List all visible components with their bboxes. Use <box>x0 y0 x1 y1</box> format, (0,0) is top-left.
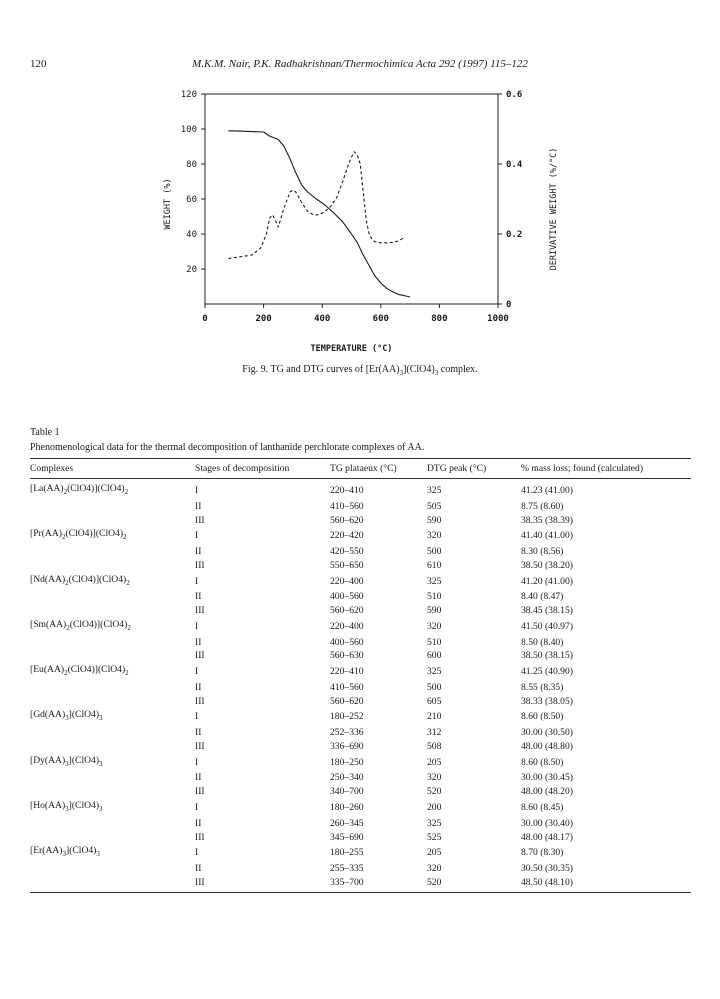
page-header <box>30 58 690 74</box>
cell-complex: $[La(AA)_2(ClO4)](ClO4)_2$ <box>30 483 129 496</box>
cell-mass-loss: 48.00 (48.80) <box>521 740 573 752</box>
cell-complex <box>30 514 195 528</box>
cell-complex <box>30 681 195 695</box>
cell-stage: III <box>195 786 205 798</box>
table-row <box>30 708 691 726</box>
cell-stage: II <box>195 863 202 875</box>
y-left-tick-label: 80 <box>186 160 197 170</box>
cell-complex: $[Dy(AA)_3](ClO4)_3$ <box>30 754 103 768</box>
cell-stage: II <box>195 500 202 512</box>
cell-mass-loss: 30.50 (30.35) <box>521 863 573 875</box>
tg-dtg-chart <box>150 82 580 362</box>
cell-mass-loss: 8.60 (8.50) <box>521 756 564 768</box>
cell-complex <box>30 590 195 604</box>
figure-caption-text: Fig. 9. TG and DTG curves of $[Er(AA)_3](ClO4)_3$ complex. <box>242 364 478 377</box>
table-row <box>30 527 691 545</box>
cell-tg-plateaux: 410–560 <box>330 681 364 693</box>
table-body <box>30 479 691 893</box>
cell-tg-plateaux: 250–340 <box>330 772 364 784</box>
y-right-tick-label: 0.6 <box>506 90 523 100</box>
table-row <box>30 545 691 559</box>
cell-mass-loss: 48.00 (48.20) <box>521 786 573 798</box>
decomposition-table <box>30 458 691 893</box>
cell-dtg-peak: 590 <box>427 605 442 617</box>
cell-tg-plateaux: 180–255 <box>330 847 364 859</box>
cell-mass-loss: 8.50 (8.40) <box>521 636 564 648</box>
col-header-complexes: Complexes <box>30 459 195 479</box>
dtg-curve <box>228 152 404 259</box>
table-row <box>30 876 691 892</box>
cell-dtg-peak: 610 <box>427 559 442 571</box>
cell-stage: I <box>195 575 199 587</box>
y-left-tick-label: 120 <box>180 90 197 100</box>
cell-stage: III <box>195 559 205 571</box>
cell-stage: III <box>195 695 205 707</box>
page-number: 120 <box>30 58 47 70</box>
table-row <box>30 726 691 740</box>
cell-complex <box>30 545 195 559</box>
y-left-tick-label: 100 <box>180 125 197 135</box>
cell-mass-loss: 41.50 (40.97) <box>521 620 573 632</box>
cell-mass-loss: 41.40 (41.00) <box>521 530 573 542</box>
cell-tg-plateaux: 345–690 <box>330 831 364 843</box>
cell-stage: II <box>195 817 202 829</box>
cell-mass-loss: 41.23 (41.00) <box>521 484 573 496</box>
cell-stage: II <box>195 681 202 693</box>
cell-complex: $[Er(AA)_3](ClO4)_3$ <box>30 845 100 859</box>
cell-complex <box>30 771 195 785</box>
cell-complex <box>30 559 195 573</box>
cell-tg-plateaux: 400–560 <box>330 591 364 603</box>
cell-dtg-peak: 320 <box>427 530 442 542</box>
cell-mass-loss: 38.50 (38.15) <box>521 650 573 662</box>
table-caption: Phenomenological data for the thermal decomposition of lanthanide perchlorate complexes of AA. <box>30 442 425 453</box>
x-tick-label: 600 <box>372 314 389 324</box>
cell-tg-plateaux: 252–336 <box>330 727 364 739</box>
table-row <box>30 740 691 754</box>
cell-stage: III <box>195 650 205 662</box>
cell-mass-loss: 8.75 (8.60) <box>521 500 564 512</box>
cell-complex <box>30 500 195 514</box>
cell-mass-loss: 38.45 (38.15) <box>521 605 573 617</box>
tg-curve <box>228 131 410 297</box>
cell-complex: $[Ho(AA)_3](ClO4)_3$ <box>30 800 103 813</box>
running-title: M.K.M. Nair, P.K. Radhakrishnan/Thermochimica Acta 292 (1997) 115–122 <box>192 58 528 70</box>
table-row <box>30 844 691 862</box>
cell-dtg-peak: 520 <box>427 876 521 892</box>
cell-tg-plateaux: 335–700 <box>330 876 427 892</box>
table-row <box>30 514 691 528</box>
cell-tg-plateaux: 400–560 <box>330 636 364 648</box>
cell-stage: III <box>195 514 205 526</box>
col-header-mass-loss: % mass loss; found (calculated) <box>521 459 691 479</box>
table-row <box>30 799 691 817</box>
table-row <box>30 771 691 785</box>
cell-tg-plateaux: 560–630 <box>330 650 364 662</box>
figure-caption <box>0 364 720 377</box>
cell-complex: $[Eu(AA)_2(ClO4)](ClO4)_2$ <box>30 664 129 678</box>
table-row <box>30 817 691 831</box>
table-row <box>30 590 691 604</box>
cell-mass-loss: 41.25 (40.90) <box>521 666 573 678</box>
cell-stage: I <box>195 620 199 632</box>
x-axis-title: TEMPERATURE (°C) <box>310 344 393 354</box>
cell-stage: I <box>195 802 199 814</box>
table-row <box>30 559 691 573</box>
y-left-tick-label: 60 <box>186 195 197 205</box>
x-tick-label: 400 <box>314 314 331 324</box>
cell-dtg-peak: 325 <box>427 575 442 587</box>
y-left-tick-label: 20 <box>186 265 197 275</box>
table-row <box>30 663 691 681</box>
cell-stage: III <box>195 605 205 617</box>
cell-mass-loss: 8.40 (8.47) <box>521 591 564 603</box>
col-header-dtg-peak: DTG peak (°C) <box>427 459 521 479</box>
cell-dtg-peak: 520 <box>427 786 442 798</box>
cell-tg-plateaux: 550–650 <box>330 559 364 571</box>
cell-tg-plateaux: 255–335 <box>330 863 364 875</box>
cell-complex <box>30 862 195 876</box>
cell-complex: $[Nd(AA)_2(ClO4)](ClO4)_2$ <box>30 573 130 587</box>
cell-mass-loss: 38.33 (38.05) <box>521 695 573 707</box>
cell-complex <box>30 695 195 709</box>
cell-complex <box>30 726 195 740</box>
cell-tg-plateaux: 220–420 <box>330 530 364 542</box>
cell-complex <box>30 785 195 799</box>
cell-tg-plateaux: 410–560 <box>330 500 364 512</box>
cell-tg-plateaux: 180–250 <box>330 756 364 768</box>
cell-dtg-peak: 590 <box>427 514 442 526</box>
cell-mass-loss: 48.00 (48.17) <box>521 831 573 843</box>
cell-dtg-peak: 205 <box>427 756 442 768</box>
cell-mass-loss: 8.70 (8.30) <box>521 847 564 859</box>
cell-dtg-peak: 205 <box>427 847 442 859</box>
cell-complex <box>30 740 195 754</box>
cell-dtg-peak: 500 <box>427 546 442 557</box>
cell-tg-plateaux: 560–620 <box>330 605 364 617</box>
cell-mass-loss: 48.50 (48.10) <box>521 876 691 892</box>
cell-stage: II <box>195 546 202 557</box>
cell-complex: $[Pr(AA)_2(ClO4)](ClO4)_2$ <box>30 528 127 542</box>
y-left-axis-title: WEIGHT (%) <box>163 178 173 230</box>
cell-stage: III <box>195 831 205 843</box>
table-row <box>30 649 691 663</box>
cell-stage: II <box>195 727 202 739</box>
cell-tg-plateaux: 180–260 <box>330 802 364 814</box>
col-header-tg-plateaux: TG plataeux (°C) <box>330 459 427 479</box>
cell-complex <box>30 876 195 892</box>
cell-mass-loss: 38.50 (38.20) <box>521 559 573 571</box>
table-row <box>30 754 691 772</box>
cell-mass-loss: 30.00 (30.50) <box>521 727 573 739</box>
cell-complex <box>30 604 195 618</box>
cell-tg-plateaux: 220–410 <box>330 484 364 496</box>
cell-stage: II <box>195 591 202 603</box>
cell-tg-plateaux: 336–690 <box>330 740 364 752</box>
cell-dtg-peak: 312 <box>427 727 442 739</box>
cell-tg-plateaux: 180–252 <box>330 711 364 723</box>
cell-stage: II <box>195 636 202 648</box>
cell-tg-plateaux: 560–620 <box>330 514 364 526</box>
cell-complex <box>30 649 195 663</box>
cell-dtg-peak: 500 <box>427 681 442 693</box>
y-right-tick-label: 0.4 <box>506 160 523 170</box>
x-tick-label: 200 <box>255 314 272 324</box>
cell-dtg-peak: 505 <box>427 500 442 512</box>
cell-stage: I <box>195 847 199 859</box>
table-row <box>30 604 691 618</box>
cell-stage: III <box>195 876 330 892</box>
cell-dtg-peak: 325 <box>427 484 442 496</box>
cell-stage: I <box>195 484 199 496</box>
cell-dtg-peak: 210 <box>427 711 442 723</box>
table-row <box>30 862 691 876</box>
cell-stage: I <box>195 711 199 723</box>
cell-tg-plateaux: 220–410 <box>330 666 364 678</box>
cell-tg-plateaux: 420–550 <box>330 546 364 557</box>
cell-mass-loss: 41.20 (41.00) <box>521 575 573 587</box>
table-row <box>30 636 691 650</box>
cell-dtg-peak: 508 <box>427 740 442 752</box>
cell-mass-loss: 38.35 (38.39) <box>521 514 573 526</box>
cell-tg-plateaux: 220–400 <box>330 575 364 587</box>
cell-stage: I <box>195 530 199 542</box>
cell-dtg-peak: 325 <box>427 817 442 829</box>
table-row <box>30 479 691 500</box>
table-row <box>30 785 691 799</box>
cell-dtg-peak: 525 <box>427 831 442 843</box>
cell-mass-loss: 30.00 (30.45) <box>521 772 573 784</box>
cell-complex: $[Gd(AA)_3](ClO4)_3$ <box>30 709 103 723</box>
table-row <box>30 618 691 636</box>
table-row <box>30 695 691 709</box>
tg-dtg-figure <box>150 82 580 382</box>
table-header-row <box>30 459 691 479</box>
y-left-tick-label: 40 <box>186 230 197 240</box>
cell-dtg-peak: 320 <box>427 863 442 875</box>
y-right-axis-title: DERIVATIVE WEIGHT (%/°C) <box>549 147 559 271</box>
y-right-tick-label: 0.2 <box>506 230 523 240</box>
cell-stage: III <box>195 740 205 752</box>
cell-dtg-peak: 510 <box>427 636 442 648</box>
x-tick-label: 1000 <box>487 314 509 324</box>
table-row <box>30 831 691 845</box>
col-header-stages: Stages of decomposition <box>195 459 330 479</box>
cell-dtg-peak: 320 <box>427 620 442 632</box>
cell-mass-loss: 8.60 (8.45) <box>521 802 564 814</box>
cell-complex: $[Sm(AA)_2(ClO4)](ClO4)_2$ <box>30 618 131 632</box>
cell-dtg-peak: 605 <box>427 695 442 707</box>
cell-complex <box>30 831 195 845</box>
cell-dtg-peak: 320 <box>427 772 442 784</box>
cell-complex <box>30 817 195 831</box>
cell-dtg-peak: 600 <box>427 650 442 662</box>
cell-mass-loss: 30.00 (30.40) <box>521 817 573 829</box>
cell-tg-plateaux: 260–345 <box>330 817 364 829</box>
cell-complex <box>30 636 195 650</box>
cell-mass-loss: 8.60 (8.50) <box>521 711 564 723</box>
table-row <box>30 573 691 591</box>
cell-stage: II <box>195 772 202 784</box>
cell-dtg-peak: 325 <box>427 666 442 678</box>
table-row <box>30 500 691 514</box>
x-tick-label: 0 <box>202 314 208 324</box>
cell-dtg-peak: 200 <box>427 802 442 814</box>
cell-tg-plateaux: 220–400 <box>330 620 364 632</box>
cell-mass-loss: 8.55 (8.35) <box>521 681 564 693</box>
x-tick-label: 800 <box>431 314 448 324</box>
cell-stage: I <box>195 666 199 678</box>
cell-stage: I <box>195 756 199 768</box>
cell-tg-plateaux: 340–700 <box>330 786 364 798</box>
cell-dtg-peak: 510 <box>427 591 442 603</box>
cell-tg-plateaux: 560–620 <box>330 695 364 707</box>
y-right-tick-label: 0 <box>506 300 512 310</box>
table-label: Table 1 <box>30 427 60 438</box>
table-row <box>30 681 691 695</box>
cell-mass-loss: 8.30 (8.56) <box>521 546 564 557</box>
